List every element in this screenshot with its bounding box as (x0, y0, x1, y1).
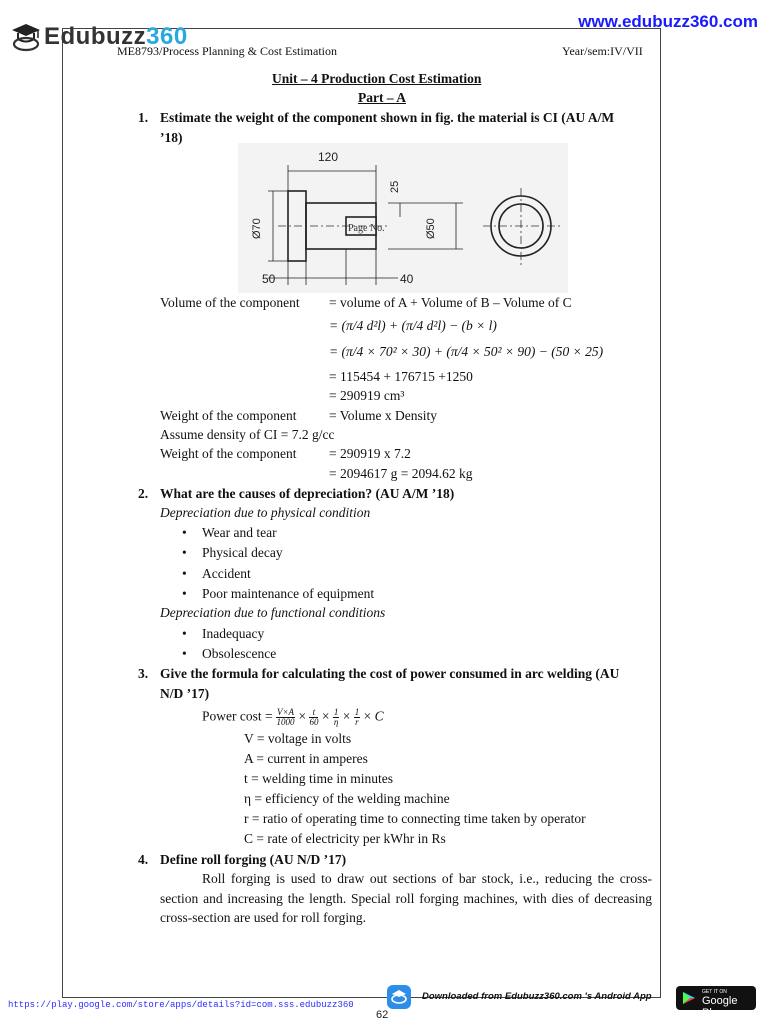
download-notice: Downloaded from Edubuzz360.com 's Android App (422, 991, 652, 1002)
unit-title: Unit – 4 Production Cost Estimation (272, 71, 482, 86)
component-figure (238, 143, 568, 293)
q2-sub1: Depreciation due to physical condition (160, 505, 371, 520)
q3-title-line2: N/D ’17) (160, 686, 210, 701)
google-play-button[interactable]: GET IT ON Google Play (676, 986, 756, 1010)
def-a: A = current in amperes (244, 751, 368, 766)
q1-number: 1. (138, 110, 149, 125)
def-r: r = ratio of operating time to connecting time taken by operator (244, 811, 586, 826)
site-url-link[interactable]: www.edubuzz360.com (578, 12, 758, 31)
q2-number: 2. (138, 486, 149, 501)
q2-sub2: Depreciation due to functional conditions (160, 605, 386, 620)
graduation-cap-icon (8, 22, 44, 52)
fig-dim-25: 25 (389, 180, 401, 193)
calc-value-5: = 290919 cm³ (329, 388, 405, 403)
page-number: 62 (376, 1009, 389, 1021)
q2-title: What are the causes of depreciation? (AU A/M ’18) (160, 486, 455, 501)
list-item: • Wear and tear (202, 525, 277, 541)
def-eta: η = efficiency of the welding machine (244, 791, 450, 806)
def-v: V = voltage in volts (244, 731, 352, 746)
def-t: t = welding time in minutes (244, 771, 393, 786)
calc-value-1: = volume of A + Volume of B – Volume of C (329, 295, 572, 310)
q1-title-line1: Estimate the weight of the component shown in fig. the material is CI (AU A/M (160, 110, 615, 125)
calc-label-8: Weight of the component (160, 446, 297, 461)
list-item: • Inadequacy (202, 626, 264, 642)
part-title: Part – A (358, 90, 406, 105)
calc-value-6: = Volume x Density (329, 408, 437, 423)
fig-dim-40: 40 (400, 272, 414, 286)
edubuzz-logo: Edubuzz360 (8, 22, 188, 52)
q3-number: 3. (138, 666, 149, 681)
calc-label-6: Weight of the component (160, 408, 297, 423)
calc-value-8: = 290919 x 7.2 (329, 446, 411, 461)
power-cost-formula: Power cost = $\frac{V\times A}{1000}$ × $\frac{t}{60}$ × $\frac{1}{\eta}$ × $\frac{1}{r}$ × C (202, 707, 384, 727)
q4-title: Define roll forging (AU N/D ’17) (160, 852, 347, 867)
fig-dim-d50: Ø50 (425, 218, 437, 239)
fig-dim-120: 120 (318, 150, 339, 164)
def-c: C = rate of electricity per kWhr in Rs (244, 831, 446, 846)
edubuzz-app-icon (387, 985, 411, 1009)
fig-dim-d70: Ø70 (251, 218, 263, 239)
fig-page-no: Page No. (348, 223, 385, 234)
q3-title-line1: Give the formula for calculating the cost of power consumed in arc welding (AU (160, 666, 620, 681)
list-item: • Accident (202, 566, 251, 582)
play-store-icon (682, 991, 696, 1005)
q1-title-line2: ’18) (160, 130, 183, 145)
calc-value-2: = (π/4 d²l) + (π/4 d²l) − (b × l) (329, 318, 497, 333)
list-item: • Obsolescence (202, 646, 276, 662)
fig-dim-50: 50 (262, 272, 276, 286)
header-course: ME8793/Process Planning & Cost Estimation (117, 44, 338, 58)
q4-number: 4. (138, 852, 149, 867)
play-store-link[interactable]: https://play.google.com/store/apps/details?id=com.sss.edubuzz360 (8, 1000, 354, 1010)
list-item: • Poor maintenance of equipment (202, 586, 374, 602)
calc-value-4: = 115454 + 176715 +1250 (329, 369, 473, 384)
header-year-sem: Year/sem:IV/VII (562, 44, 643, 58)
q4-paragraph: Roll forging is used to draw out sections of bar stock, i.e., reducing the cross-section and increasing the length. Special roll forging machines, with dies of decreasing cross-section are used for roll forging. (160, 871, 652, 925)
calc-value-9: = 2094617 g = 2094.62 kg (329, 466, 473, 481)
list-item: • Physical decay (202, 545, 283, 561)
calc-label-1: Volume of the component (160, 295, 300, 310)
calc-value-3: = (π/4 × 70² × 30) + (π/4 × 50² × 90) − (50 × 25) (329, 344, 604, 359)
calc-label-7: Assume density of CI = 7.2 g/cc (160, 427, 335, 442)
